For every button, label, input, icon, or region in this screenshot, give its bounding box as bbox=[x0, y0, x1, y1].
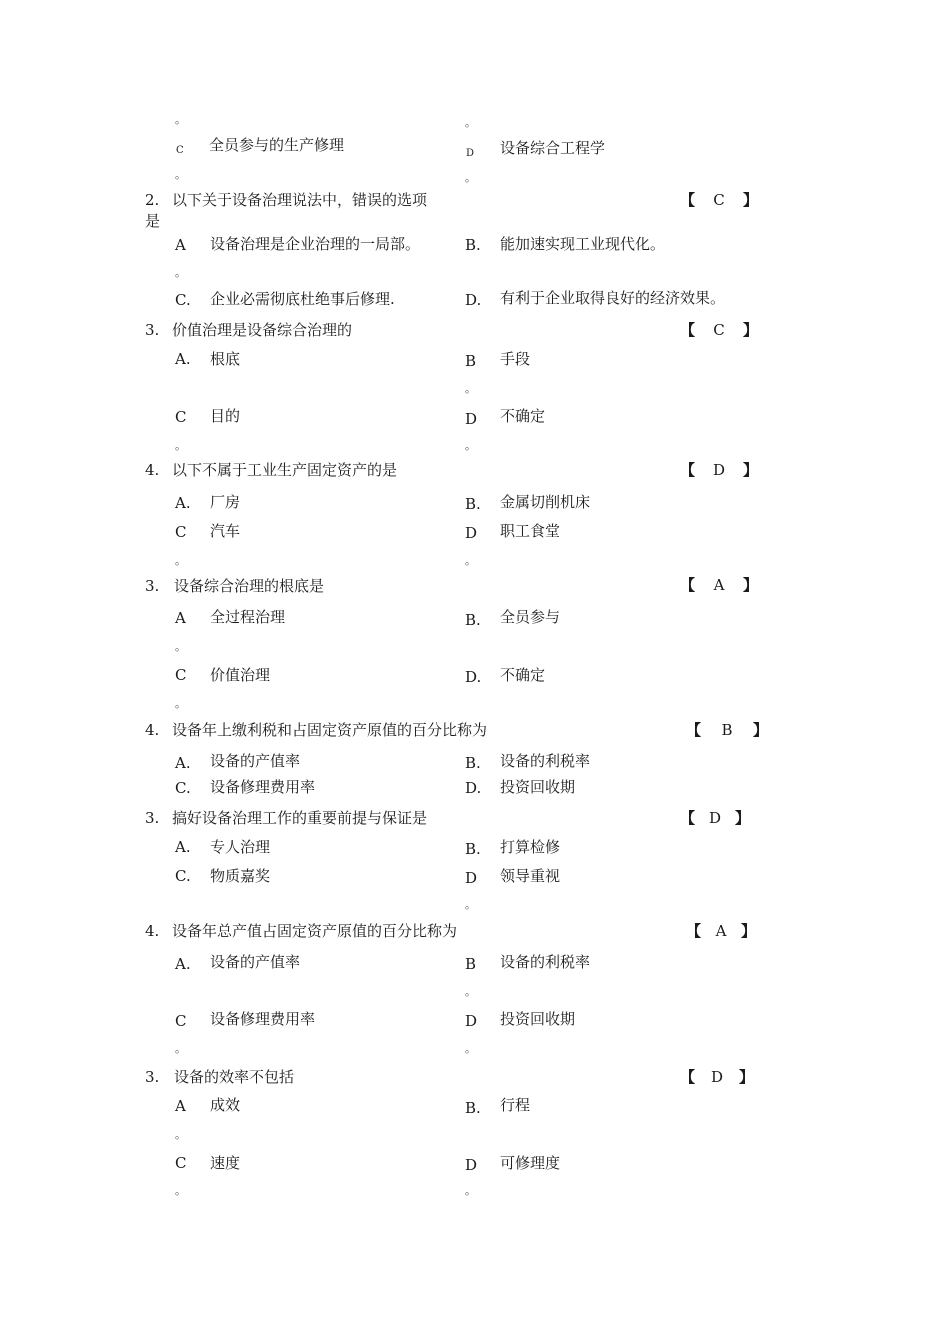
option-a-text: 设备的产值率 bbox=[210, 953, 301, 971]
period-mark: 。 bbox=[175, 640, 186, 653]
answer-value: A bbox=[713, 576, 725, 594]
answer-bracket: 【 D 】 bbox=[680, 461, 759, 479]
option-c-letter: C. bbox=[175, 867, 191, 885]
option-c-letter: C. bbox=[175, 291, 191, 309]
question-number: 3. bbox=[145, 577, 160, 595]
question-text: 设备年上缴利税和占固定资产原值的百分比称为 bbox=[172, 721, 488, 739]
option-a-letter: A. bbox=[175, 494, 191, 512]
option-a-letter: A bbox=[175, 609, 186, 627]
period-mark: 。 bbox=[175, 266, 186, 279]
answer-bracket: 【 C 】 bbox=[680, 321, 759, 339]
option-a-text: 设备的产值率 bbox=[210, 752, 301, 770]
question-text: 设备综合治理的根底是 bbox=[174, 577, 325, 595]
period-mark: 。 bbox=[465, 1184, 476, 1197]
option-c-text: 物质嘉奖 bbox=[210, 867, 271, 885]
option-d-text: 不确定 bbox=[500, 666, 546, 684]
option-d-text: 设备综合工程学 bbox=[500, 139, 606, 157]
question-number: 2. bbox=[145, 191, 160, 209]
question-number: 4. bbox=[145, 721, 160, 739]
option-b-text: 金属切削机床 bbox=[500, 493, 591, 511]
question-number: 4. bbox=[145, 461, 160, 479]
period-mark: 。 bbox=[175, 168, 186, 181]
option-d-text: 有利于企业取得良好的经济效果。 bbox=[500, 289, 726, 307]
period-mark: 。 bbox=[465, 554, 476, 567]
answer-value: A bbox=[715, 922, 727, 940]
option-a-text: 厂房 bbox=[210, 493, 241, 511]
option-b-text: 手段 bbox=[500, 350, 531, 368]
period-mark: 。 bbox=[175, 1128, 186, 1141]
period-mark: 。 bbox=[465, 439, 476, 452]
question-text: 以下不属于工业生产固定资产的是 bbox=[172, 461, 398, 479]
option-a-text: 专人治理 bbox=[210, 838, 271, 856]
option-c-text: 全员参与的生产修理 bbox=[209, 136, 345, 154]
answer-value: C bbox=[713, 321, 725, 339]
question-text: 搞好设备治理工作的重要前提与保证是 bbox=[172, 809, 428, 827]
option-b-text: 行程 bbox=[500, 1096, 531, 1114]
option-c-letter: C bbox=[176, 145, 184, 156]
option-d-letter: D bbox=[465, 410, 478, 428]
option-d-letter: D bbox=[465, 1156, 478, 1174]
option-d-text: 投资回收期 bbox=[500, 1010, 576, 1028]
question-number: 4. bbox=[145, 922, 160, 940]
period-mark: 。 bbox=[175, 554, 186, 567]
period-mark: 。 bbox=[175, 1184, 186, 1197]
option-c-letter: C. bbox=[175, 779, 191, 797]
option-b-letter: B. bbox=[465, 754, 481, 772]
question-number: 3. bbox=[145, 321, 160, 339]
answer-value: D bbox=[713, 461, 726, 479]
option-c-letter: C bbox=[175, 1154, 187, 1172]
period-mark: 。 bbox=[175, 113, 186, 126]
period-mark: 。 bbox=[465, 985, 476, 998]
question-text: 设备年总产值占固定资产原值的百分比称为 bbox=[172, 922, 458, 940]
period-mark: 。 bbox=[175, 697, 186, 710]
question-text: 价值治理是设备综合治理的 bbox=[172, 321, 353, 339]
option-c-letter: C bbox=[175, 523, 187, 541]
option-d-letter: D. bbox=[465, 779, 482, 797]
option-b-letter: B bbox=[465, 955, 477, 973]
option-b-letter: B bbox=[465, 352, 477, 370]
option-b-text: 设备的利税率 bbox=[500, 953, 591, 971]
option-b-letter: B. bbox=[465, 495, 481, 513]
option-b-text: 设备的利税率 bbox=[500, 752, 591, 770]
option-c-text: 价值治理 bbox=[210, 666, 271, 684]
answer-bracket: 【 D 】 bbox=[680, 1068, 755, 1086]
option-a-letter: A. bbox=[175, 350, 191, 368]
option-d-letter: D bbox=[466, 148, 475, 159]
option-c-text: 设备修理费用率 bbox=[210, 1010, 316, 1028]
period-mark: 。 bbox=[465, 898, 476, 911]
option-b-text: 打算检修 bbox=[500, 838, 561, 856]
answer-value: D bbox=[711, 1068, 724, 1086]
period-mark: 。 bbox=[175, 1042, 186, 1055]
option-a-letter: A. bbox=[175, 955, 191, 973]
option-d-text: 可修理度 bbox=[500, 1154, 561, 1172]
period-mark: 。 bbox=[175, 439, 186, 452]
period-mark: 。 bbox=[465, 171, 476, 184]
option-b-letter: B. bbox=[465, 611, 481, 629]
option-b-text: 能加速实现工业现代化。 bbox=[500, 235, 666, 253]
option-c-letter: C bbox=[175, 408, 187, 426]
question-text: 以下关于设备治理说法中，错误的选项 bbox=[172, 191, 428, 209]
option-c-text: 目的 bbox=[210, 407, 241, 425]
period-mark: 。 bbox=[465, 1042, 476, 1055]
answer-bracket: 【 B 】 bbox=[686, 721, 769, 739]
option-c-letter: C bbox=[175, 1012, 187, 1030]
answer-bracket: 【 C 】 bbox=[680, 191, 759, 209]
option-a-letter: A. bbox=[175, 754, 191, 772]
option-d-letter: D. bbox=[465, 291, 482, 309]
option-a-text: 全过程治理 bbox=[210, 608, 286, 626]
answer-value: D bbox=[709, 809, 722, 827]
option-b-letter: B. bbox=[465, 840, 481, 858]
option-a-letter: A bbox=[175, 1097, 186, 1115]
answer-bracket: 【 D 】 bbox=[680, 809, 751, 827]
answer-bracket: 【 A 】 bbox=[680, 576, 759, 594]
option-a-letter: A bbox=[175, 236, 186, 254]
question-number: 3. bbox=[145, 1068, 160, 1086]
option-c-letter: C bbox=[175, 666, 187, 684]
option-c-text: 速度 bbox=[210, 1154, 241, 1172]
option-a-text: 成效 bbox=[210, 1096, 241, 1114]
answer-value: B bbox=[721, 721, 733, 739]
option-c-text: 汽车 bbox=[210, 522, 241, 540]
question-number: 3. bbox=[145, 809, 160, 827]
option-a-text: 设备治理是企业治理的一局部。 bbox=[210, 235, 421, 253]
option-b-letter: B. bbox=[465, 236, 481, 254]
period-mark: 。 bbox=[465, 116, 476, 129]
option-c-text: 设备修理费用率 bbox=[210, 778, 316, 796]
option-a-letter: A. bbox=[175, 838, 191, 856]
option-d-text: 职工食堂 bbox=[500, 522, 561, 540]
option-d-letter: D. bbox=[465, 668, 482, 686]
option-d-text: 投资回收期 bbox=[500, 778, 576, 796]
option-d-text: 领导重视 bbox=[500, 867, 561, 885]
option-a-text: 根底 bbox=[210, 350, 241, 368]
option-b-text: 全员参与 bbox=[500, 608, 561, 626]
option-d-text: 不确定 bbox=[500, 407, 546, 425]
option-b-letter: B. bbox=[465, 1099, 481, 1117]
option-d-letter: D bbox=[465, 1012, 478, 1030]
question-text: 设备的效率不包括 bbox=[174, 1068, 295, 1086]
option-d-letter: D bbox=[465, 869, 478, 887]
answer-value: C bbox=[713, 191, 725, 209]
period-mark: 。 bbox=[465, 382, 476, 395]
answer-bracket: 【 A 】 bbox=[686, 922, 757, 940]
option-d-letter: D bbox=[465, 524, 478, 542]
question-text-continued: 是 bbox=[145, 212, 161, 230]
option-c-text: 企业必需彻底杜绝事后修理. bbox=[210, 290, 395, 308]
